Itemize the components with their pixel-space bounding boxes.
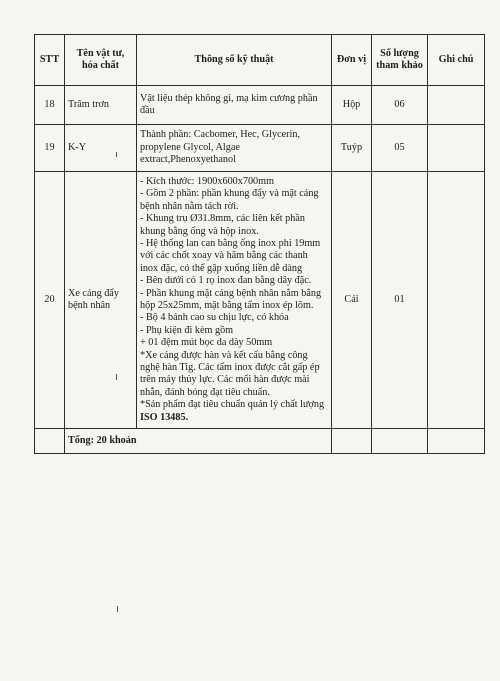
table-row xyxy=(35,172,485,429)
stray-mark xyxy=(116,374,117,380)
spec-line: Thành phần: Cacbomer, Hec, Glycerin, propylene Glycol, Algae extract,Phenoxyethanol xyxy=(140,129,300,166)
row-note xyxy=(428,125,485,172)
spec-line: - Phần khung mặt cáng bệnh nhân nằm bằng hộp 25x25mm, mặt bằng tấm inox ép lõm. xyxy=(140,287,322,311)
total-row xyxy=(35,429,485,454)
total-note-cell xyxy=(428,429,485,454)
header-stt: STT xyxy=(35,35,65,86)
row-spec xyxy=(137,172,332,429)
row-unit: Cái xyxy=(332,172,372,429)
spec-line: - Khung trụ Ø31.8mm, các liên kết phần khung bằng ống và hộp inox. xyxy=(140,213,305,237)
spec-iso-standard: ISO 13485. xyxy=(140,411,189,423)
row-item-name: Trâm trơn xyxy=(65,86,137,125)
row-qty: 05 xyxy=(372,125,428,172)
spec-line: + 01 đệm mút bọc da dày 50mm xyxy=(140,337,273,349)
row-item-name: K-Y xyxy=(65,125,137,172)
row-stt: 20 xyxy=(35,172,65,429)
row-spec xyxy=(137,125,332,172)
total-stt-cell xyxy=(35,429,65,454)
total-label: Tổng: 20 khoản xyxy=(65,429,332,454)
spec-line: - Hệ thống lan can bằng ống inox phi 19mm với các chốt xoay và hãm bằng các thanh inox đặc, có thể gập xuống liền dễ dàng xyxy=(140,237,321,274)
header-name: Tên vật tư, hóa chất xyxy=(65,35,137,86)
spec-line: - Bộ 4 bánh cao su chịu lực, có khóa xyxy=(140,312,289,324)
row-spec xyxy=(137,86,332,125)
total-qty-cell xyxy=(372,429,428,454)
table-row xyxy=(35,125,485,172)
spec-line: *Sản phẩm đạt tiêu chuẩn quản lý chất lượng xyxy=(140,399,325,411)
header-qty: Số lượng tham khảo xyxy=(372,35,428,86)
supply-spec-table xyxy=(34,34,485,454)
header-unit: Đơn vị xyxy=(332,35,372,86)
row-unit: Hộp xyxy=(332,86,372,125)
row-note xyxy=(428,86,485,125)
row-qty: 06 xyxy=(372,86,428,125)
spec-line: - Bên dưới có 1 rọ inox đan bằng dây đặc. xyxy=(140,275,312,287)
spec-line: - Gồm 2 phần: phần khung đẩy và mặt cáng bệnh nhân nằm tách rời. xyxy=(140,188,319,212)
header-spec: Thông số kỹ thuật xyxy=(137,35,332,86)
spec-line: *Xe cáng được hàn và kết cấu bằng công nghệ hàn Tig. Các tấm inox được cắt gấp ép trên máy thủy lực. Các mối hàn được mài nhẵn, đánh bóng đạt tiêu chuẩn. xyxy=(140,349,320,398)
table-row xyxy=(35,86,485,125)
row-qty: 01 xyxy=(372,172,428,429)
header-note: Ghi chú xyxy=(428,35,485,86)
stray-mark xyxy=(117,606,118,612)
spec-line: - Kích thước: 1900x600x700mm xyxy=(140,175,274,187)
row-unit: Tuýp xyxy=(332,125,372,172)
stray-mark xyxy=(116,152,117,157)
spec-line: - Phụ kiện đi kèm gồm xyxy=(140,324,234,336)
row-item-name: Xe cáng đẩy bệnh nhân xyxy=(65,172,137,429)
row-note xyxy=(428,172,485,429)
spec-line: Vật liệu thép không gỉ, mạ kim cương phần đầu xyxy=(140,92,318,116)
total-unit-cell xyxy=(332,429,372,454)
row-stt: 19 xyxy=(35,125,65,172)
table-header-row xyxy=(35,35,485,86)
row-stt: 18 xyxy=(35,86,65,125)
